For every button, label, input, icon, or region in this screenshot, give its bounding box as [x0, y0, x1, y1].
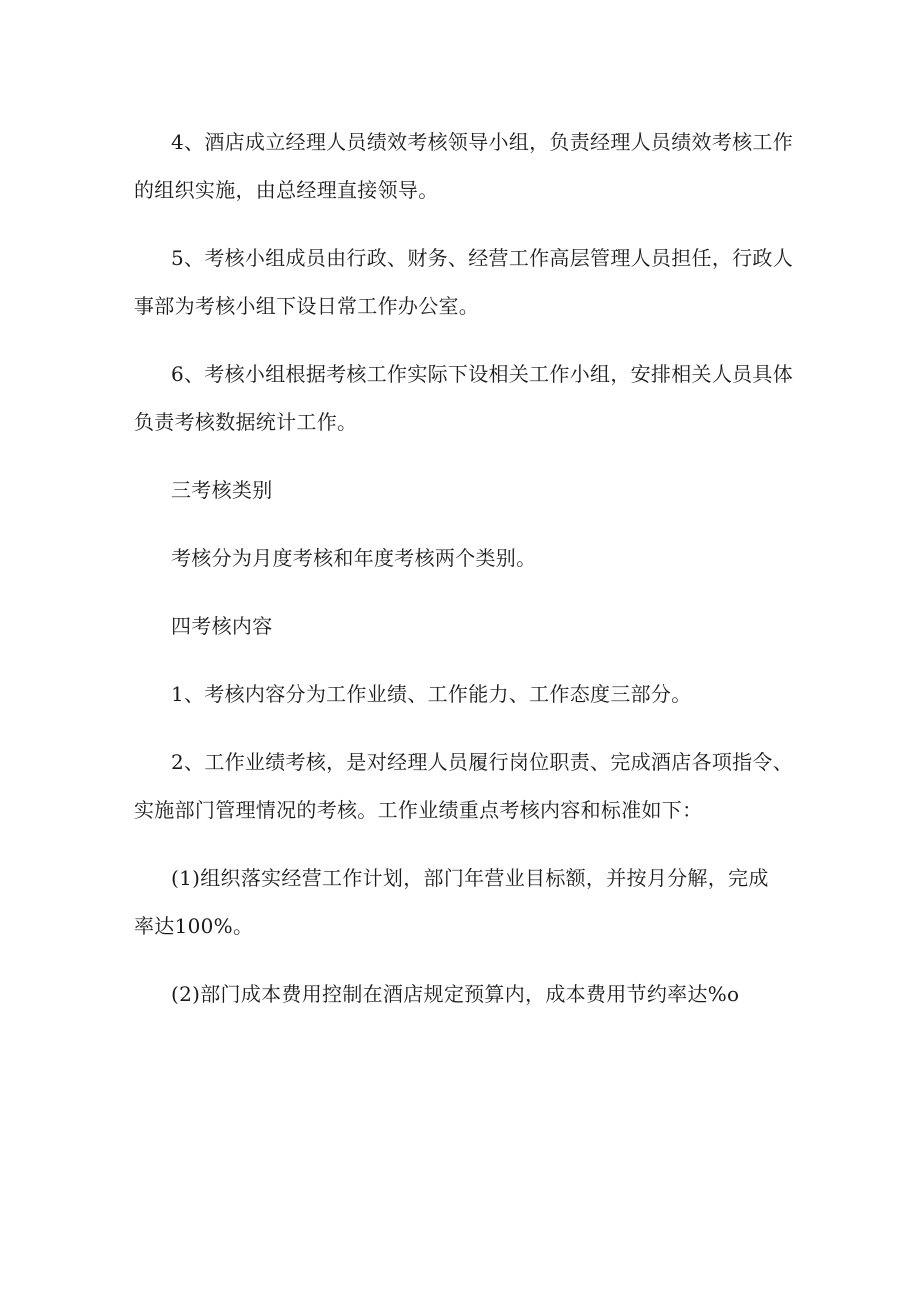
item-5-line-1: 5、考核小组成员由行政、财务、经营工作高层管理人员担任，行政人 [171, 246, 794, 270]
item-5-line-2: 事部为考核小组下设日常工作办公室。 [134, 294, 480, 318]
item-6-line-2: 负责考核数据统计工作。 [134, 410, 358, 434]
section-heading-content: 四考核内容 [171, 614, 273, 638]
item-4-line-1: 4、酒店成立经理人员绩效考核领导小组，负责经理人员绩效考核工作 [171, 130, 794, 154]
item-6-line-1: 6、考核小组根据考核工作实际下设相关工作小组，安排相关人员具体 [171, 362, 794, 386]
sub-item-1-line-1: (1)组织落实经营工作计划，部门年营业目标额，并按月分解，完成 [171, 866, 769, 890]
item-4-line-2: 的组织实施，由总经理直接领导。 [134, 178, 439, 202]
content-item-1: 1、考核内容分为工作业绩、工作能力、工作态度三部分。 [171, 682, 692, 706]
sub-item-1-line-2: 率达100%。 [134, 914, 254, 938]
categories-description: 考核分为月度考核和年度考核两个类别。 [171, 546, 537, 570]
content-item-2-line-2: 实施部门管理情况的考核。工作业绩重点考核内容和标准如下： [134, 798, 703, 822]
content-item-2-line-1: 2、工作业绩考核，是对经理人员履行岗位职责、完成酒店各项指令、 [171, 750, 794, 774]
sub-item-2: (2)部门成本费用控制在酒店规定预算内，成本费用节约率达%o [171, 982, 740, 1006]
section-heading-categories: 三考核类别 [171, 478, 273, 502]
